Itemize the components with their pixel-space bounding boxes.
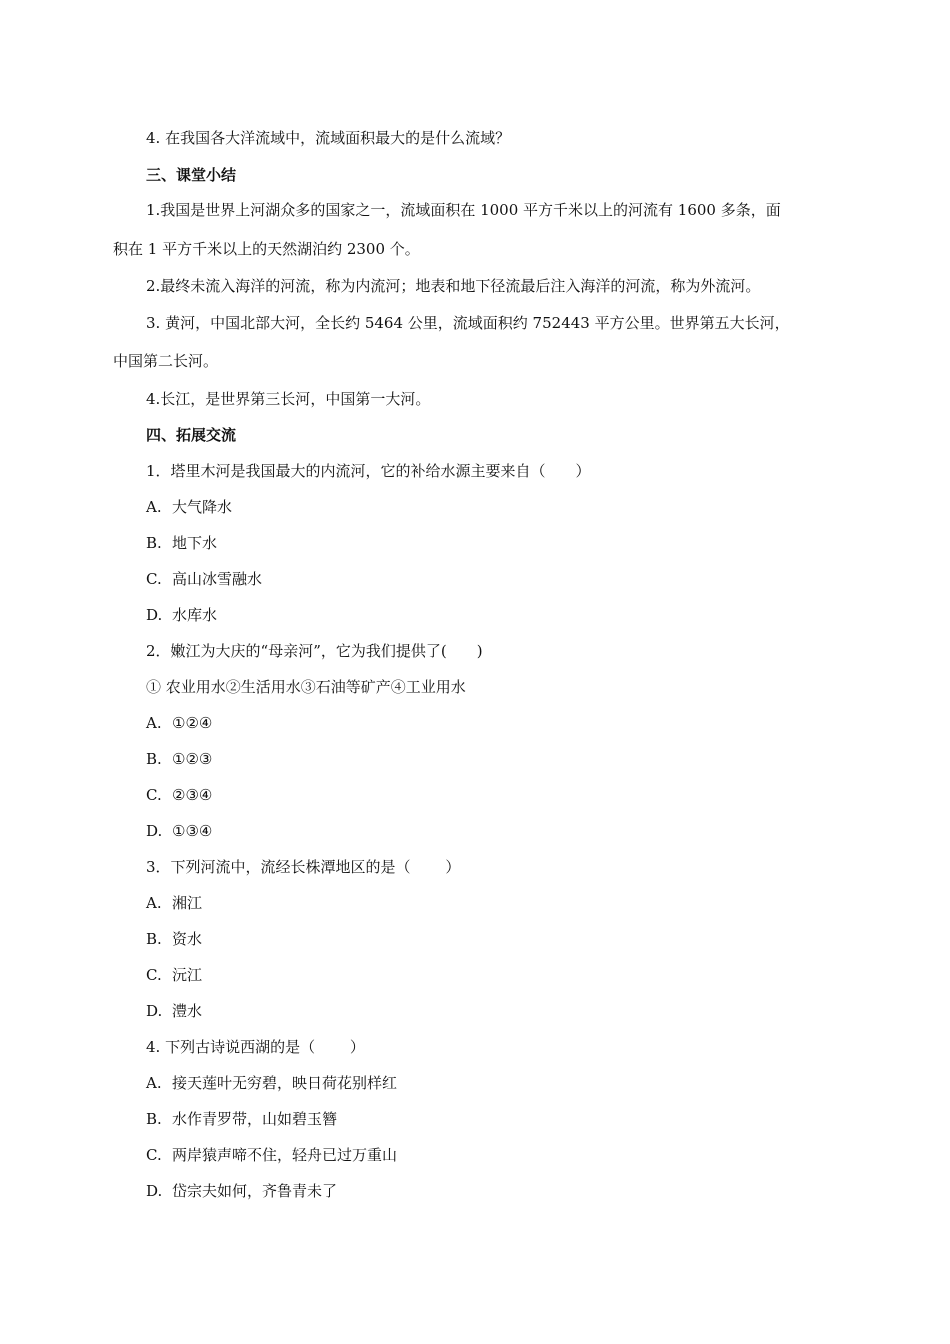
option-letter: B. — [146, 930, 162, 948]
question-1-option-b — [146, 533, 217, 553]
question-1-option-d — [146, 605, 217, 625]
question-2-items: ① 农业用水②生活用水③石油等矿产④工业用水 — [146, 678, 466, 696]
option-text: ①②③ — [172, 750, 213, 768]
summary-point-2: 2.最终未流入海洋的河流，称为内流河；地表和地下径流最后注入海洋的河流，称为外流河。 — [146, 277, 761, 295]
option-text: ②③④ — [172, 786, 213, 804]
question-3-stem: 3．下列河流中，流经长株潭地区的是（ ） — [146, 858, 461, 876]
question-2-option-d — [146, 821, 212, 841]
option-letter: D. — [146, 606, 163, 624]
section-3-heading: 三、课堂小结 — [146, 166, 237, 184]
question-3-option-a — [146, 893, 202, 913]
option-text: 两岸猿声啼不住，轻舟已过万重山 — [172, 1146, 398, 1164]
question-3-option-c — [146, 965, 202, 985]
option-letter: A. — [146, 498, 162, 516]
question-3-option-b — [146, 929, 202, 949]
option-letter: C. — [146, 786, 162, 804]
option-letter: D. — [146, 1182, 163, 1200]
option-letter: B. — [146, 1110, 162, 1128]
option-letter: B. — [146, 534, 162, 552]
option-text: 沅江 — [172, 966, 203, 984]
option-letter: A. — [146, 894, 162, 912]
option-text: 高山冰雪融水 — [172, 570, 263, 588]
question-4-option-b — [146, 1109, 337, 1129]
summary-point-1-line-2: 积在 1 平方千米以上的天然湖泊约 2300 个。 — [113, 240, 420, 258]
option-text: ①②④ — [172, 714, 213, 732]
option-letter: A. — [146, 714, 162, 732]
option-text: 接天莲叶无穷碧，映日荷花别样红 — [172, 1074, 398, 1092]
option-letter: D. — [146, 1002, 163, 1020]
question-4-option-c — [146, 1145, 397, 1165]
question-1-stem: 1．塔里木河是我国最大的内流河，它的补给水源主要来自（ ） — [146, 462, 591, 480]
option-letter: C. — [146, 570, 162, 588]
option-letter: C. — [146, 1146, 162, 1164]
question-2-option-b — [146, 749, 212, 769]
section-4-heading: 四、拓展交流 — [146, 426, 237, 444]
option-text: 水库水 — [172, 606, 218, 624]
option-letter: B. — [146, 750, 162, 768]
question-2-option-c — [146, 785, 212, 805]
summary-point-1-line-1: 1.我国是世界上河湖众多的国家之一，流域面积在 1000 平方千米以上的河流有 1600 多条，面 — [146, 201, 781, 219]
question-4-previous: 4. 在我国各大洋流域中，流域面积最大的是什么流域？ — [146, 129, 511, 147]
summary-point-3-line-2: 中国第二长河。 — [113, 352, 219, 370]
question-4-stem: 4. 下列古诗说西湖的是（ ） — [146, 1038, 365, 1056]
question-4-option-d — [146, 1181, 337, 1201]
question-3-option-d — [146, 1001, 202, 1021]
question-1-option-a — [146, 497, 232, 517]
option-text: 岱宗夫如何，齐鲁青未了 — [172, 1182, 338, 1200]
option-text: 湘江 — [172, 894, 203, 912]
question-2-stem: 2．嫩江为大庆的“母亲河”，它为我们提供了( ) — [146, 642, 483, 660]
question-1-option-c — [146, 569, 262, 589]
option-text: 水作青罗带，山如碧玉簪 — [172, 1110, 338, 1128]
option-text: 地下水 — [172, 534, 218, 552]
option-letter: C. — [146, 966, 162, 984]
option-text: 资水 — [172, 930, 203, 948]
question-2-option-a — [146, 713, 212, 733]
option-text: ①③④ — [172, 822, 213, 840]
summary-point-3-line-1: 3. 黄河，中国北部大河，全长约 5464 公里，流域面积约 752443 平方公里。世界第五大长河， — [146, 314, 790, 332]
summary-point-4: 4.长江，是世界第三长河，中国第一大河。 — [146, 390, 431, 408]
option-letter: D. — [146, 822, 163, 840]
question-4-option-a — [146, 1073, 397, 1093]
option-text: 澧水 — [172, 1002, 203, 1020]
option-letter: A. — [146, 1074, 162, 1092]
option-text: 大气降水 — [172, 498, 233, 516]
